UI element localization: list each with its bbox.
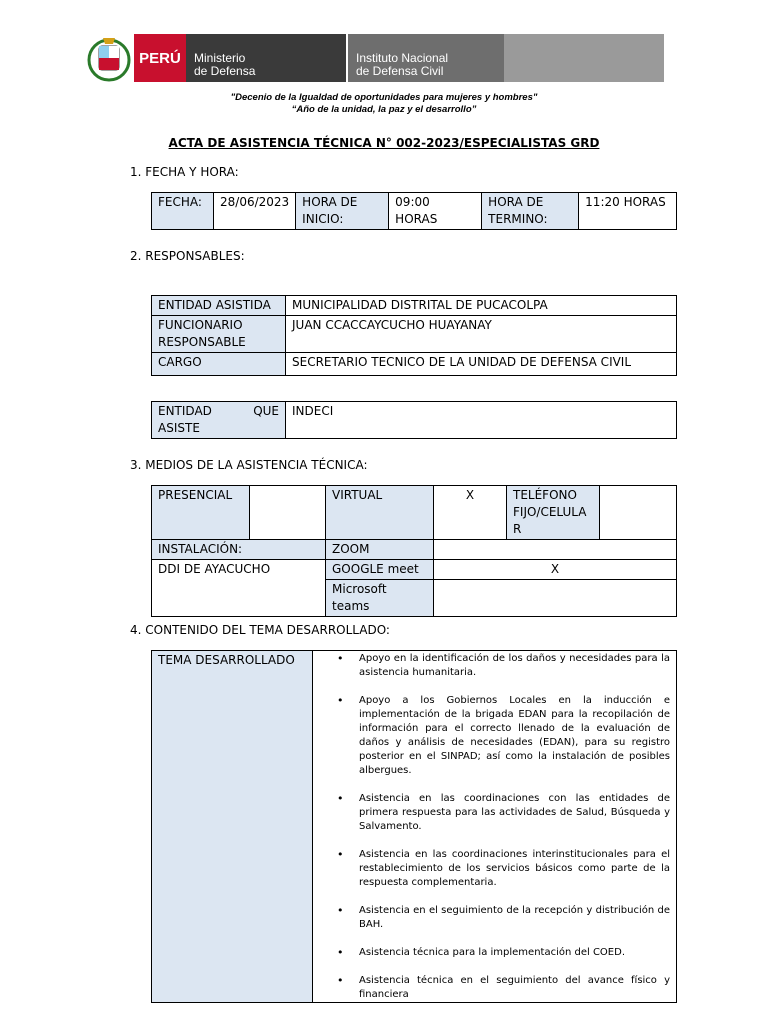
motto-line-2: “Año de la unidad, la paz y el desarrollo” [291, 104, 477, 115]
zoom-value [434, 540, 677, 560]
fecha-label: FECHA: [152, 193, 214, 230]
fecha-table [151, 192, 677, 230]
tema-content [313, 651, 677, 1003]
section-2-heading: 2. RESPONSABLES: [130, 249, 245, 263]
list-item: • Asistencia en las coordinaciones interinstitucionales para el restablecimiento de los servicios básicos como parte de la respuesta complementaria. [355, 848, 670, 890]
inicio-value: 09:00 HORAS [389, 193, 482, 230]
section-4-heading: 4. CONTENIDO DEL TEMA DESARROLLADO: [130, 623, 390, 637]
entidad-asiste-table [151, 401, 677, 439]
header-fill [504, 34, 664, 82]
entidad-asistida-value: MUNICIPALIDAD DISTRITAL DE PUCACOLPA [286, 296, 677, 316]
coat-of-arms-icon [86, 34, 132, 82]
indeci-logo: Instituto Nacional de Defensa Civil [348, 34, 504, 82]
motto-line-1: "Decenio de la Igualdad de oportunidades para mujeres y hombres" [230, 92, 538, 103]
termino-label: HORA DE TERMINO: [482, 193, 579, 230]
cargo-value: SECRETARIO TECNICO DE LA UNIDAD DE DEFENSA CIVIL [286, 353, 677, 376]
funcionario-value: JUAN CCACCAYCUCHO HUAYANAY [286, 316, 677, 353]
termino-value: 11:20 HORAS [579, 193, 677, 230]
list-item: • Asistencia en el seguimiento de la recepción y distribución de BAH. [355, 904, 670, 932]
list-item: • Asistencia técnica en el seguimiento del avance físico y financiera [355, 974, 670, 1002]
inicio-label: HORA DE INICIO: [296, 193, 389, 230]
presencial-label: PRESENCIAL [152, 486, 250, 540]
fecha-value: 28/06/2023 [214, 193, 296, 230]
google-mark: X [434, 560, 677, 580]
list-item: • Apoyo en la identificación de los daños y necesidades para la asistencia humanitaria. [355, 652, 670, 680]
teams-label: Microsoft teams [326, 580, 434, 617]
teams-value [434, 580, 677, 617]
instalacion-value: DDI DE AYACUCHO [152, 560, 326, 617]
medios-table [151, 485, 677, 617]
header-banner [86, 34, 664, 82]
list-item: • Asistencia técnica para la implementación del COED. [355, 946, 670, 960]
telefono-label: TELÉFONO FIJO/CELULA R [507, 486, 600, 540]
contenido-table [151, 650, 677, 1003]
zoom-label: ZOOM [326, 540, 434, 560]
tema-label: TEMA DESARROLLADO [152, 651, 313, 1003]
telefono-value [600, 486, 677, 540]
list-item: • Asistencia en las coordinaciones con las entidades de primera respuesta para las actividades de Salud, Búsqueda y Salvamento. [355, 792, 670, 834]
presencial-value [250, 486, 326, 540]
entidad-asiste-label: ENTIDAD QUE ASISTE [152, 402, 286, 439]
google-label: GOOGLE meet [326, 560, 434, 580]
instalacion-label: INSTALACIÓN: [152, 540, 326, 560]
section-1-heading: 1. FECHA Y HORA: [130, 165, 239, 179]
list-item: • Apoyo a los Gobiernos Locales en la inducción e implementación de la brigada EDAN para la recopilación de información para el correcto llenado de la evaluación de daños y análisis de necesidades (EDAN), para su registro posterior en el SINPAD; así como la instalación de posibles albergues. [355, 694, 670, 778]
peru-logo: PERÚ [134, 34, 186, 82]
section-3-heading: 3. MEDIOS DE LA ASISTENCIA TÉCNICA: [130, 458, 368, 472]
entidad-asistida-label: ENTIDAD ASISTIDA [152, 296, 286, 316]
virtual-mark: X [434, 486, 507, 540]
tema-bullet-list [319, 652, 670, 1002]
ministerio-logo: Ministerio de Defensa [186, 34, 346, 82]
funcionario-label: FUNCIONARIO RESPONSABLE [152, 316, 286, 353]
cargo-label: CARGO [152, 353, 286, 376]
entidad-asiste-value: INDECI [286, 402, 677, 439]
virtual-label: VIRTUAL [326, 486, 434, 540]
document-title: ACTA DE ASISTENCIA TÉCNICA N° 002-2023/ESPECIALISTAS GRD [168, 136, 600, 150]
responsables-table [151, 295, 677, 376]
